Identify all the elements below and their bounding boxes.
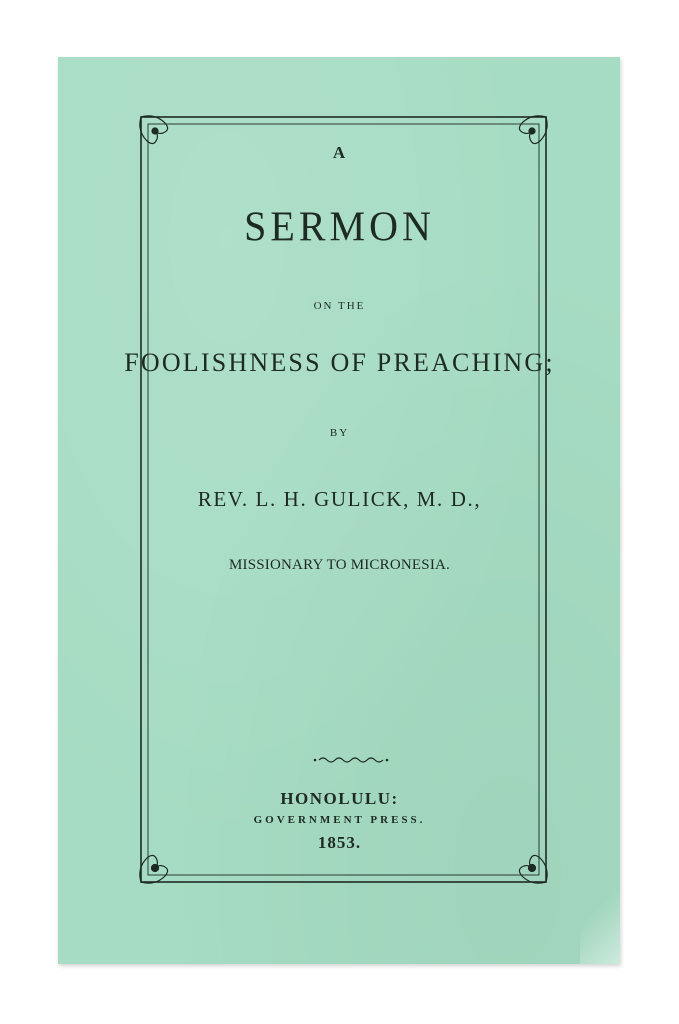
imprint-press: GOVERNMENT PRESS. bbox=[253, 814, 426, 826]
corner-ornament-bottom-left-icon bbox=[140, 855, 168, 883]
imprint-city: HONOLULU: bbox=[280, 789, 399, 808]
corner-ornament-bottom-right-icon bbox=[519, 855, 547, 883]
title-connector: ON THE bbox=[313, 300, 366, 312]
corner-ornament-top-left-icon bbox=[140, 116, 168, 144]
wavy-divider-icon bbox=[314, 758, 389, 762]
corner-ornament-top-right-icon bbox=[519, 116, 547, 144]
author-role: MISSIONARY TO MICRONESIA. bbox=[228, 557, 450, 573]
title-subtitle: FOOLISHNESS OF PREACHING; bbox=[124, 348, 555, 377]
author-name: REV. L. H. GULICK, M. D., bbox=[197, 487, 482, 511]
byline-label: BY bbox=[329, 427, 350, 439]
title-article: A bbox=[332, 143, 347, 162]
title-main: SERMON bbox=[244, 202, 435, 251]
imprint-year: 1853. bbox=[317, 833, 362, 852]
